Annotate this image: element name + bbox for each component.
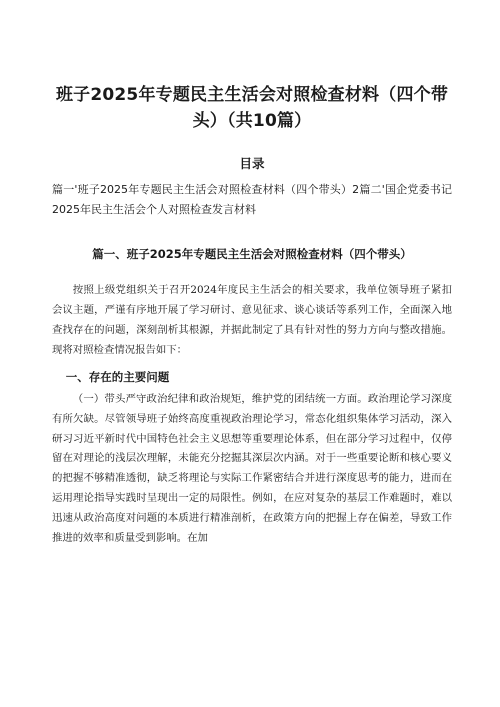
document-title: 班子2025年专题民主生活会对照检查材料（四个带头）（共10篇） [55, 85, 449, 131]
heading-main-problems: 一、存在的主要问题 [65, 370, 170, 384]
body-paragraph: （一）带头严守政治纪律和政治规矩，维护党的团结统一方面。政治理论学习深度有所欠缺。尽管领导班子始终高度重视政治理论学习，常态化组织集体学习活动，深入研习习近平新时代中国特色社会主义思想等重要理论体系，但在部分学习过程中，仅停留在对理论的浅层次理解，未能充分挖掘其深层次内涵。对于一些重要论断和核心要义的把握不够精准透彻，缺乏将理论与实际工作紧密结合并进行深度思考的能力，进而在运用理论指导实践时呈现出一定的局限性。例如，在应对复杂的基层工作难题时，难以迅速从政治高度对问题的本质进行精准剖析，在政策方向的把握上存在偏差，导致工作推进的效率和质量受到影响。在加 [52, 393, 452, 544]
toc-entries[interactable]: 篇一'班子2025年专题民主生活会对照检查材料（四个带头）2篇二'国企党委书记2025年民主生活会个人对照检查发言材料 [52, 183, 452, 216]
toc-heading: 目录 [239, 156, 265, 171]
section-title: 篇一、班子2025年专题民主生活会对照检查材料（四个带头） [92, 247, 412, 261]
intro-paragraph: 按照上级党组织关于召开2024年度民主生活会的相关要求，我单位领导班子紧扣会议主题，严谨有序地开展了学习研讨、意见征求、谈心谈话等系列工作，全面深入地查找存在的问题，深刻剖析其根源，并据此制定了具有针对性的努力方向与整改措施。现将对照检查情况报告如下： [52, 284, 452, 356]
